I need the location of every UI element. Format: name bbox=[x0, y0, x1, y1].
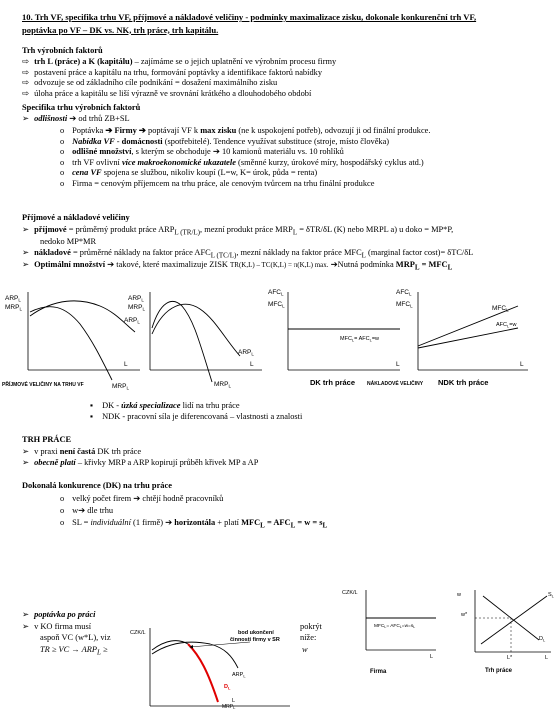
c4-l1: $MFC_L$ bbox=[492, 305, 509, 313]
section-heading-veliciny: Příjmové a nákladové veličiny bbox=[22, 213, 130, 222]
arrow-marker: ⇨ bbox=[22, 88, 30, 98]
fc-line-label: $MFC_L= AFC_L=w=s_L$ bbox=[374, 624, 416, 629]
section-heading-dk: Dokonalá konkurence (DK) na trhu práce bbox=[22, 481, 172, 490]
title-line-1: 10. Trh VF, specifika trhu VF, příjmové a nákladové veličiny - podmínky maximalizace zisku, dokonale konkurenční trh VF, bbox=[22, 12, 477, 22]
circle-marker: o bbox=[60, 168, 65, 177]
triangle-marker: ➢ bbox=[22, 260, 30, 270]
c4-caption: NDK trh práce bbox=[438, 378, 489, 387]
tc-x: L bbox=[545, 655, 549, 661]
circle-marker: o bbox=[60, 494, 65, 503]
c2-arp-curve bbox=[152, 304, 240, 356]
list-item: o SL = individuální (1 firmě) ➔ horizontála + platí $MFC_L = AFC_L = w = s_L$ bbox=[60, 518, 328, 531]
list-item: o Firma = cenovým příjemcem na trhu práce, ale cenovým tvůrcem na trhu finální produkce bbox=[60, 178, 375, 188]
triangle-marker: ➢ bbox=[22, 225, 30, 234]
tc-d: $D_L$ bbox=[539, 636, 546, 643]
poptavka-text-4: níže: bbox=[300, 633, 317, 642]
list-item: ⇨ úloha práce a kapitálu se liší výrazně ve srovnání krátkého a dlouhodobého období bbox=[22, 88, 312, 98]
square-marker: ▪ bbox=[90, 401, 93, 410]
c1-caption: PŘÍJMOVÉ VELIČINY NA TRHU VF bbox=[2, 382, 84, 388]
square-marker: ▪ bbox=[90, 411, 93, 421]
poptavka-formula: TR ≥ VC → $ARP_L$ ≥ bbox=[40, 645, 108, 657]
trh-prace-chart bbox=[455, 582, 555, 677]
c4-x: L bbox=[520, 361, 524, 368]
specifika-sublist bbox=[60, 126, 431, 189]
bc-d: $D_L$ bbox=[224, 684, 231, 691]
chart-revenue-2 bbox=[128, 292, 262, 389]
triangle-marker: ➢ bbox=[22, 610, 30, 619]
c3-y2: $MFC_L$ bbox=[268, 301, 285, 309]
dk-sublist bbox=[60, 493, 327, 531]
trh-vf-list bbox=[22, 57, 336, 99]
poptavka-text-3: pokrýt bbox=[300, 622, 322, 631]
bc-arp-curve bbox=[152, 642, 238, 668]
c1-y2: $MRP_L$ bbox=[5, 304, 22, 312]
section-heading-trh-prace: TRH PRÁCE bbox=[22, 435, 72, 444]
firma-chart bbox=[340, 580, 440, 675]
poptavka-text-2: aspoň VC (w*L), viz bbox=[40, 633, 111, 642]
bc-x: L bbox=[232, 698, 236, 704]
arrow-marker: ⇨ bbox=[22, 57, 30, 66]
c1-l1: $ARP_L$ bbox=[124, 317, 140, 325]
odlisnosti-item: ➢ odlišnosti ➔ od trhů ZB+SL bbox=[22, 114, 130, 123]
arrow-marker: ⇨ bbox=[22, 78, 30, 87]
mid-caption: NÁKLADOVÉ VELIČINY bbox=[367, 381, 424, 387]
bc-demand-curve bbox=[188, 644, 218, 702]
c4-y2: $MFC_L$ bbox=[396, 301, 413, 309]
list-item: ➢ Optimální množství ➔ takové, které maximalizuje ZISK TR(K,L) – TC(K,L) = π(K,L) max. ➔Nutná podmínka $MRP_L = MFC_L$ bbox=[22, 260, 453, 273]
c2-l1: $ARP_L$ bbox=[238, 349, 254, 357]
list-item: o velký počet firem ➔ chtějí hodně pracovníků bbox=[60, 493, 327, 505]
list-item: o Poptávka ➔ Firmy ➔ poptávají VF k max zisku (ne k uspokojení potřeb), odvozují ji od finální produkce. bbox=[60, 126, 431, 135]
veliciny-list bbox=[22, 225, 473, 273]
poptavka-w: w bbox=[302, 645, 308, 654]
list-item-continuation: nedoko MP*MR bbox=[40, 237, 97, 247]
fc-x: L bbox=[430, 654, 434, 660]
revenue-cost-charts bbox=[0, 284, 556, 392]
triangle-marker: ➢ bbox=[22, 114, 30, 123]
list-item: o trh VF ovlivní více makroekonomické ukazatele (směnné kurzy, úrokové míry, hospodářský cyklus atd.) bbox=[60, 157, 424, 167]
shutdown-chart bbox=[120, 622, 300, 709]
c1-l2: $MRP_L$ bbox=[112, 383, 129, 391]
fc-y: CZK/L bbox=[342, 590, 358, 596]
chart-revenue-1 bbox=[2, 292, 140, 391]
c3-x: L bbox=[396, 361, 400, 368]
list-item: o w➔ dle trhu bbox=[60, 505, 327, 517]
bc-mrp: $MRP_L$ bbox=[222, 704, 236, 709]
list-item: o cena VF spojena se službou, nikoliv koupí (L=w, K= úrok, půda = renta) bbox=[60, 168, 318, 177]
c3-y1: $AFC_L$ bbox=[268, 289, 284, 297]
tc-caption: Trh práce bbox=[485, 668, 513, 674]
list-item: o odlišné množství, s kterým se obchoduje ➔ 10 kamionů materiálu vs. 10 rohlíků bbox=[60, 147, 344, 156]
c2-x: L bbox=[250, 361, 254, 368]
tc-s: $S_L$ bbox=[548, 592, 554, 599]
c4-l2: $AFC_L=w$ bbox=[496, 322, 517, 329]
tc-lstar: L* bbox=[507, 655, 513, 661]
dk-ndk-list bbox=[90, 401, 302, 422]
section-heading-trh-vf: Trh výrobních faktorů bbox=[22, 46, 103, 55]
triangle-marker: ➢ bbox=[22, 457, 30, 467]
triangle-marker: ➢ bbox=[22, 447, 30, 456]
circle-marker: o bbox=[60, 178, 65, 188]
list-item: ➢ v praxi není častá DK trh práce bbox=[22, 447, 142, 456]
c4-afc-line bbox=[418, 328, 518, 348]
section-heading-specifika: Specifika trhu výrobních faktorů bbox=[22, 103, 141, 112]
c2-y2: $MRP_L$ bbox=[128, 304, 145, 312]
list-item: ⇨ odvozuje se od základního cíle podnikání = dosažení maximálního zisku bbox=[22, 78, 278, 87]
circle-marker: o bbox=[60, 136, 65, 146]
c1-mrp-curve bbox=[30, 307, 112, 380]
list-item: ➢ nákladové = průměrné náklady na faktor práce $AFC_{L (TC/L)}$, mezní náklady na faktor práce $MFC_L$ (marginal factor cost)= δTC/δL bbox=[22, 247, 474, 260]
c1-x: L bbox=[124, 361, 128, 368]
list-item: ➢ obecně platí – křivky MRP a ARP kopirují průběh křivek MP a AP bbox=[22, 457, 259, 467]
c1-y1: $ARP_L$ bbox=[5, 295, 21, 303]
title-line-2: poptávka po VF – DK vs. NK, trh práce, trh kapitálu. bbox=[22, 24, 219, 35]
list-item: ▪ DK - úzká specializace lidí na trhu práce bbox=[90, 401, 240, 410]
arrow-marker: ⇨ bbox=[22, 67, 30, 77]
circle-marker: o bbox=[60, 518, 65, 528]
tc-w: w* bbox=[461, 612, 468, 618]
fc-caption: Firma bbox=[370, 669, 387, 675]
page-title bbox=[22, 11, 476, 36]
chart-cost-ndk bbox=[396, 289, 528, 387]
triangle-marker: ➢ bbox=[22, 622, 30, 631]
list-item: o Nabídka VF - domácnosti (spotřebitelé). Tendence využívat substituce (stroje, místo člověka) bbox=[60, 136, 390, 146]
c3-caption: DK trh práce bbox=[310, 378, 356, 387]
tc-y: w bbox=[457, 592, 461, 598]
c2-y1: $ARP_L$ bbox=[128, 295, 144, 303]
list-item: ➢ příjmové = průměrný produkt práce $ARP_{L (TR/L)}$, mezní produkt práce $MRP_L = \delta TR/\delta L$ (K) nebo MRPL a) u doko = MP*P, bbox=[22, 225, 454, 237]
list-item: ⇨ postavení práce a kapitálu na trhu, formování poptávky a identifikace faktorů nabídky bbox=[22, 67, 323, 77]
trh-prace-list bbox=[22, 447, 258, 468]
list-item: ⇨ trh L (práce) a K (kapitálu) – zajímáme se o jejich uplatnění ve výrobním procesu firmy bbox=[22, 57, 337, 66]
circle-marker: o bbox=[60, 126, 65, 135]
poptavka-text: ➢ v KO firma musí bbox=[22, 622, 92, 631]
triangle-marker: ➢ bbox=[22, 247, 30, 257]
circle-marker: o bbox=[60, 506, 65, 516]
circle-marker: o bbox=[60, 147, 65, 156]
c4-y1: $AFC_L$ bbox=[396, 289, 412, 297]
bc-note1: bod ukončení bbox=[238, 630, 274, 636]
c2-l2: $MRP_L$ bbox=[214, 381, 231, 389]
poptavka-item: ➢ poptávka po práci bbox=[22, 610, 96, 619]
c3-line-label: $MFC_L= AFC_L=w$ bbox=[340, 336, 380, 343]
bc-y: CZK/L bbox=[130, 630, 146, 636]
circle-marker: o bbox=[60, 157, 65, 167]
list-item: ▪ NDK - pracovní síla je diferencovaná – vlastnosti a znalosti bbox=[90, 411, 303, 421]
bc-note2: činnosti firmy v SR bbox=[230, 637, 280, 643]
bc-arp: $ARP_L$ bbox=[232, 672, 246, 679]
